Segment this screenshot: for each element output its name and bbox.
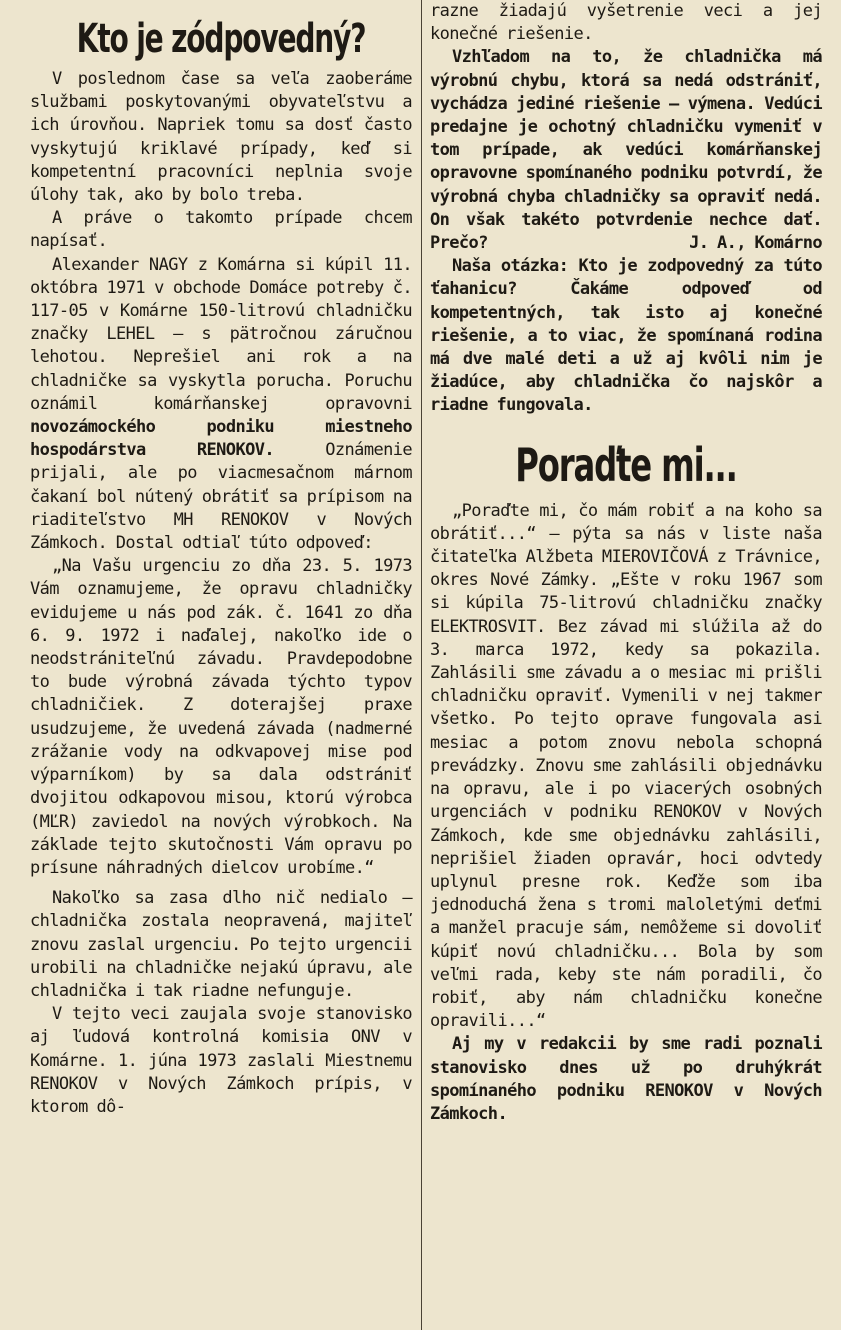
article-1-title: Kto je zódpovedný? (76, 16, 366, 62)
article-1-paragraph-6: V tejto veci zaujala svoje stanovisko aj ľudová kontrolná komisia ONV v Komárne. 1. júna 1973 zaslali Miestnemu RENOKOV v Nových Zámkoch prípis, v ktorom dô- (30, 1004, 412, 1117)
article-2-editorial-note: Aj my v redakcii by sme radi poznali stanovisko dnes už po druhýkrát spomínaného podniku RENOKOV v Nových Zámkoch. (430, 1034, 822, 1124)
article-1-paragraph-3 (30, 254, 412, 556)
article-1-paragraph-5: Nakoľko sa zasa dlho nič nedialo — chladnička zostala neopravená, majiteľ znovu zaslal urgenciu. Po tejto urgencii urobili na chladničke nejakú úpravu, ale chladnička i tak riadne nefunguje. (30, 888, 412, 1001)
paragraph-3-end: Oznámenie prijali, ale po viacmesačnom márnom čakaní bol nútený obrátiť sa prípisom na riaditeľstvo MH RENOKOV v Nových Zámkoch. Dostal odtiaľ túto odpoveď: (30, 440, 412, 554)
article-1-paragraph-6-continued: razne žiadajú vyšetrenie veci a jej konečné riešenie. (430, 1, 822, 45)
article-1-closing-question: Naša otázka: Kto je zodpovedný za túto ťahanicu? Čakáme odpoveď od kompetentných, tak isto aj konečné riešenie, a to viac, že spomínaná rodina má dve malé deti a už aj kvôli nim je žiadúce, aby chladnička čo najskôr a riadne fungovala. (430, 256, 822, 416)
article-2-letter: „Poraďte mi, čo mám robiť a na koho sa obrátiť...“ — pýta sa nás v liste naša čitateľka Alžbeta MIEROVIČOVÁ z Trávnice, okres Nové Zámky. „Ešte v roku 1967 som si kúpila 75-litrovú chladničku značky ELEKTROSVIT. Bez závad mi slúžila až do 3. marca 1972, kedy sa pokazila. Zahlásili sme závadu a o mesiac mi prišli chladničku opraviť. Vymenili v nej takmer všetko. Po tejto oprave fungovala asi mesiac a potom znovu nebola schopná prevádzky. Znovu sme zahlásili objednávku na opravu, ale i po viacerých osobných urgenciách v podniku RENOKOV v Nových Zámkoch, kde sme objednávku zahlásili, neprišiel žiaden opravár, hoci odvtedy uplynul presne rok. Keďže som iba jednoduchá žena s tromi maloletými deťmi a manžel pracuje sám, nemôžeme si dovoliť kúpiť novú chladničku... Bola by som veľmi rada, keby ste nám poradili, čo robiť, aby nám chladničku konečne opravili...“ (430, 500, 822, 1032)
article-2-title: Poraďte mi... (515, 437, 737, 492)
left-column (30, 0, 412, 1119)
article-1-quoted-reply: „Na Vašu urgenciu zo dňa 23. 5. 1973 Vám oznamujeme, že opravu chladničky evidujeme u nás pod zák. č. 1641 zo dňa 6. 9. 1972 i naďalej, nakoľko ide o neodstrániteľnú závadu. Pravdepodobne to bude výrobná závada týchto typov chladničiek. Z doterajšej praxe usudzujeme, že uvedená závada (nadmerné zrážanie vody na odkvapovej mise pod výparníkom) by sa dala odstrániť dvojitou odkapovou misou, ktorú výrobca (MĽR) zaviedol na nových výrobkoch. Na základe tejto skutočnosti Vám opravu po prísune náhradných dielcov urobíme.“ (30, 556, 412, 878)
article-1-paragraph-7 (430, 46, 822, 255)
article-1-paragraph-1: V poslednom čase sa veľa zaoberáme službami poskytovanými obyvateľstvu a ich úrovňou. Napriek tomu sa dosť často vyskytujú kriklavé prípady, keď si kompetentní pracovníci neplnia svoje úlohy tak, ako by bolo treba. (30, 69, 412, 206)
paragraph-3-start: Alexander NAGY z Komárna si kúpil 11. októbra 1971 v obchode Domáce potreby č. 117-05 v Komárne 150-litrovú chladničku značky LEHEL — s pätročnou záručnou lehotou. Neprešiel ani rok a na chladničke sa vyskytla porucha. Poruchu oznámil komárňanskej opravovni (30, 254, 412, 414)
right-column (430, 0, 822, 1126)
paragraph-7-text: Vzhľadom na to, že chladnička má výrobnú chybu, ktorá sa nedá odstrániť, vychádza jediné riešenie — výmena. Vedúci predajne je ochotný chladničku vymeniť v tom prípade, ak vedúci komárňanskej opravovne spomínaného podniku potvrdí, že výrobná chyba chladničky sa opraviť nedá. On však takéto potvrdenie nechce dať. Prečo? (430, 47, 822, 254)
article-1-paragraph-2: A práve o takomto prípade chcem napísať. (30, 208, 412, 252)
signature: J. A., Komárno (689, 233, 822, 254)
column-divider (421, 0, 422, 1330)
paragraph-3-bold: novozámockého podniku miestneho hospodárstva RENOKOV. (30, 417, 412, 461)
